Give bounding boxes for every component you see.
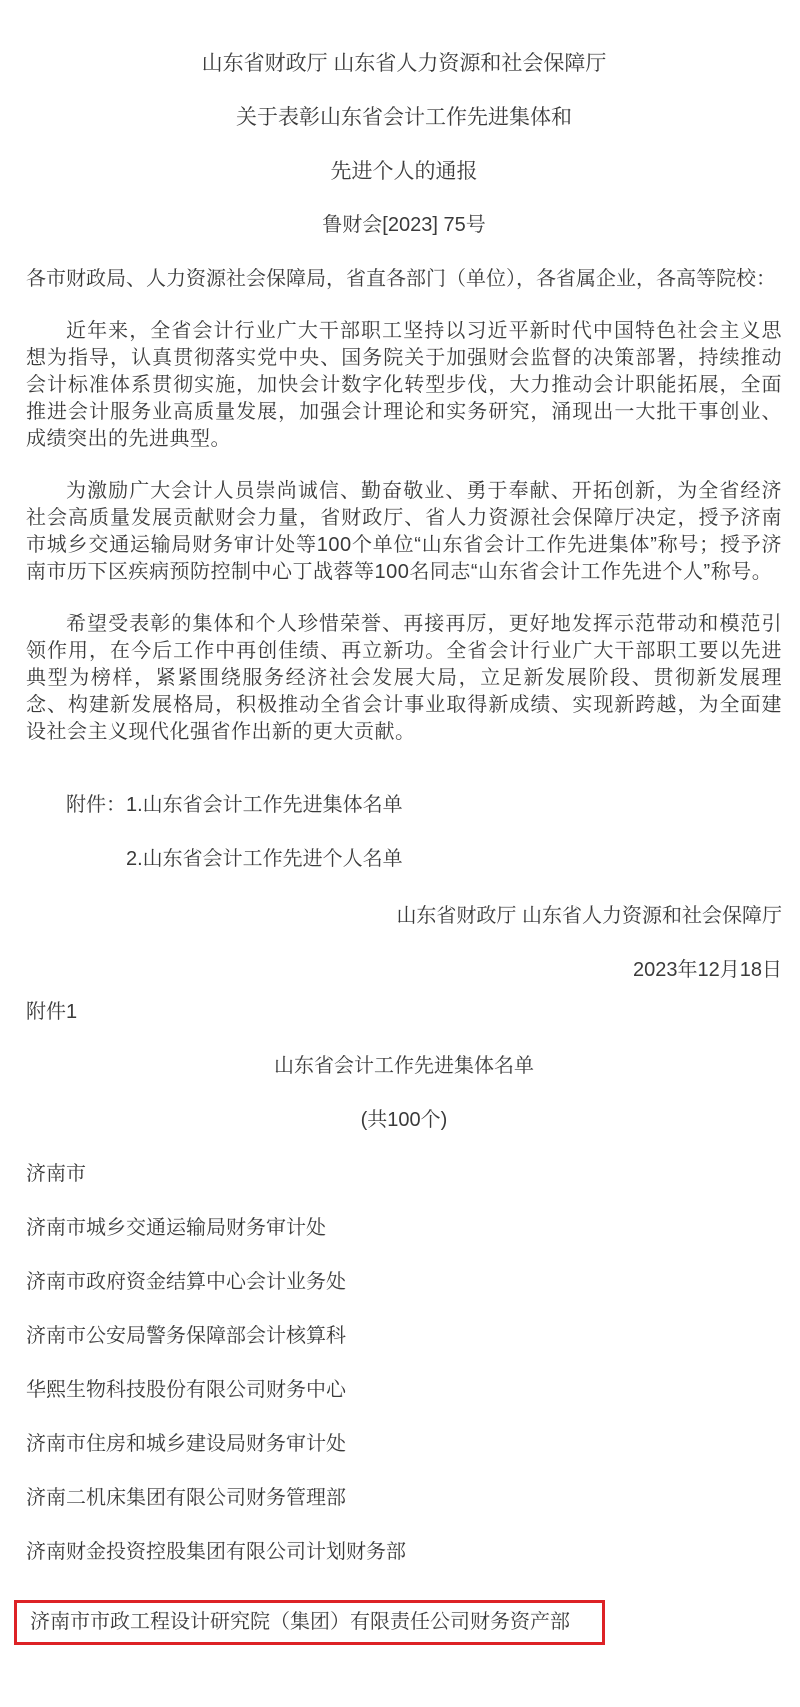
list-item: 济南市住房和城乡建设局财务审计处: [26, 1433, 346, 1455]
doc-title-line2: 关于表彰山东省会计工作先进集体和: [236, 106, 572, 129]
list-item: 济南二机床集团有限公司财务管理部: [26, 1487, 346, 1509]
list-item: 济南财金投资控股集团有限公司计划财务部: [26, 1541, 406, 1563]
appendix-label: 附件1: [26, 1001, 78, 1023]
paragraph-1: 近年来，全省会计行业广大干部职工坚持以习近平新时代中国特色社会主义思想为指导，认真贯彻落实党中央、国务院关于加强财会监督的决策部署，持续推动会计标准体系贯彻实施，加快会计数字化转型步伐，大力推动会计职能拓展，全面推进会计服务业高质量发展，加强会计理论和实务研究，涌现出一大批干事创业、成绩突出的先进典型。: [26, 320, 782, 450]
list-item: 华熙生物科技股份有限公司财务中心: [26, 1379, 346, 1401]
salutation: 各市财政局、人力资源社会保障局，省直各部门（单位），各省属企业，各高等院校：: [26, 268, 776, 290]
list-item: 济南市城乡交通运输局财务审计处: [26, 1217, 326, 1239]
doc-number: 鲁财会[2023] 75号: [322, 214, 486, 236]
attachments-line-1: 附件：1.山东省会计工作先进集体名单: [66, 794, 403, 816]
paragraph-2: 为激励广大会计人员崇尚诚信、勤奋敬业、勇于奉献、开拓创新，为全省经济社会高质量发展贡献财会力量，省财政厅、省人力资源社会保障厅决定，授予济南市城乡交通运输局财务审计处等100个单位“山东省会计工作先进集体”称号；授予济南市历下区疾病预防控制中心丁战蓉等100名同志“山东省会计工作先进个人”称号。: [26, 480, 782, 583]
region-header: 济南市: [26, 1163, 86, 1185]
appendix-title: 山东省会计工作先进集体名单: [274, 1055, 534, 1077]
attachments-line-2: 2.山东省会计工作先进个人名单: [126, 848, 403, 870]
highlighted-list-item: 济南市市政工程设计研究院（集团）有限责任公司财务资产部: [30, 1611, 570, 1633]
signature: 山东省财政厅 山东省人力资源和社会保障厅: [396, 905, 782, 927]
paragraph-3: 希望受表彰的集体和个人珍惜荣誉、再接再厉，更好地发挥示范带动和模范引领作用，在今后工作中再创佳绩、再立新功。全省会计行业广大干部职工要以先进典型为榜样，紧紧围绕服务经济社会发展大局，立足新发展阶段、贯彻新发展理念、构建新发展格局，积极推动全省会计事业取得新成绩、实现新跨越，为全面建设社会主义现代化强省作出新的更大贡献。: [26, 613, 782, 743]
list-item: 济南市公安局警务保障部会计核算科: [26, 1325, 346, 1347]
list-item: 济南市政府资金结算中心会计业务处: [26, 1271, 346, 1293]
doc-title-line1: 山东省财政厅 山东省人力资源和社会保障厅: [201, 52, 607, 75]
signature-date: 2023年12月18日: [633, 959, 782, 981]
doc-title-line3: 先进个人的通报: [330, 160, 478, 183]
highlight-annotation-box: [14, 1600, 605, 1645]
appendix-count: (共100个): [360, 1109, 448, 1131]
